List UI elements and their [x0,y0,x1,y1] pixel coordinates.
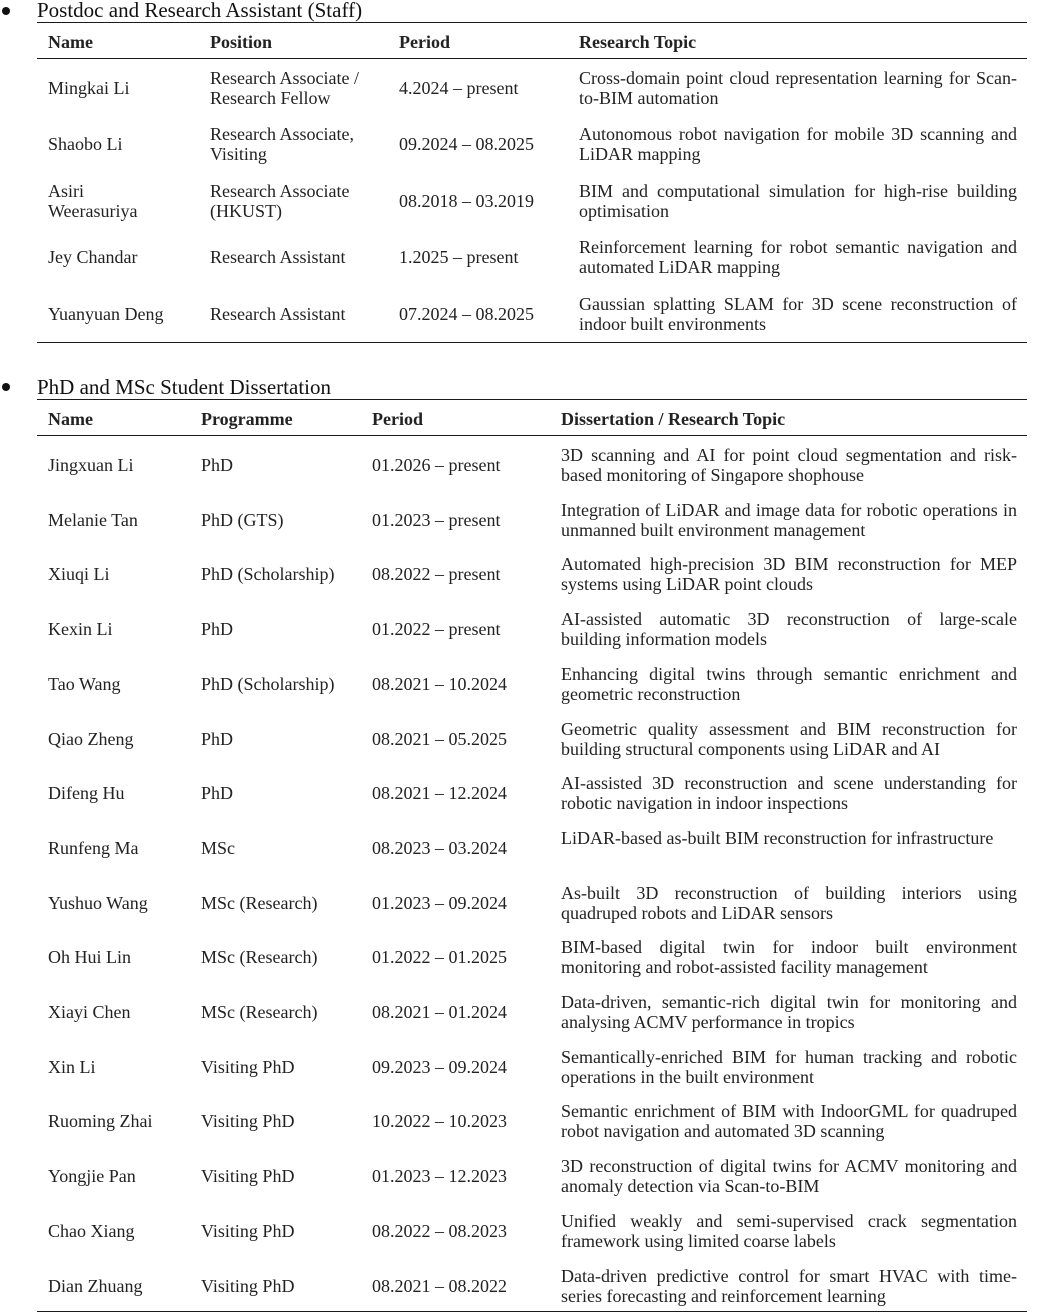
student-topic: Data-driven, semantic-rich digital twin for monitoring and analysing ACMV performance in tropics [561,992,1017,1032]
staff-position: Research Associate / Research Fellow [210,68,359,108]
student-topic: Automated high-precision 3D BIM reconstruction for MEP systems using LiDAR point clouds [561,554,1017,594]
section-title: PhD and MSc Student Dissertation [37,375,331,399]
student-name: Chao Xiang [48,1221,135,1241]
student-period: 08.2021 – 10.2024 [372,674,507,694]
staff-period: 4.2024 – present [399,78,519,98]
student-name: Yongjie Pan [48,1166,136,1186]
student-programme: PhD (Scholarship) [201,564,335,584]
student-topic: AI-assisted automatic 3D reconstruction of large-scale building information models [561,609,1017,649]
student-programme: PhD (Scholarship) [201,674,335,694]
staff-position: Research Associate (HKUST) [210,181,350,221]
staff-topic: Gaussian splatting SLAM for 3D scene reconstruction of indoor built environments [579,294,1017,334]
header-rule [37,58,1027,59]
staff-period: 09.2024 – 08.2025 [399,134,534,154]
staff-name: Yuanyuan Deng [48,304,164,324]
student-programme: PhD (GTS) [201,510,284,530]
student-programme: Visiting PhD [201,1166,295,1186]
staff-topic: Reinforcement learning for robot semantic navigation and automated LiDAR mapping [579,237,1017,277]
student-topic: As-built 3D reconstruction of building interiors using quadruped robots and LiDAR sensors [561,883,1017,923]
student-programme: Visiting PhD [201,1221,295,1241]
student-name: Oh Hui Lin [48,947,131,967]
student-period: 08.2021 – 12.2024 [372,783,507,803]
student-period: 08.2023 – 03.2024 [372,838,507,858]
student-name: Ruoming Zhai [48,1111,153,1131]
student-name: Tao Wang [48,674,121,694]
student-programme: Visiting PhD [201,1057,295,1077]
student-period: 08.2022 – 08.2023 [372,1221,507,1241]
student-programme: PhD [201,729,234,749]
student-period: 09.2023 – 09.2024 [372,1057,507,1077]
student-name: Dian Zhuang [48,1276,143,1296]
table-bottom-rule [37,342,1027,343]
student-period: 08.2022 – present [372,564,501,584]
header-period: Period [399,32,450,52]
student-name: Xiuqi Li [48,564,110,584]
staff-name: Asiri Weerasuriya [48,181,138,221]
student-programme: MSc (Research) [201,947,318,967]
student-name: Melanie Tan [48,510,138,530]
student-topic: Data-driven predictive control for smart HVAC with time-series forecasting and reinforcement learning [561,1266,1017,1306]
header-name: Name [48,409,93,429]
staff-name: Mingkai Li [48,78,130,98]
student-topic: Semantic enrichment of BIM with IndoorGML for quadruped robot navigation and automated 3D scanning [561,1101,1017,1141]
student-topic: Semantically-enriched BIM for human tracking and robotic operations in the built environment [561,1047,1017,1087]
student-period: 01.2022 – present [372,619,501,639]
student-name: Runfeng Ma [48,838,139,858]
student-programme: Visiting PhD [201,1276,295,1296]
staff-topic: BIM and computational simulation for high-rise building optimisation [579,181,1017,221]
staff-period: 08.2018 – 03.2019 [399,191,534,211]
header-dissertation-topic: Dissertation / Research Topic [561,409,786,429]
student-topic: Integration of LiDAR and image data for robotic operations in unmanned built environment management [561,500,1017,540]
student-topic: 3D reconstruction of digital twins for ACMV monitoring and anomaly detection via Scan-to-BIM [561,1156,1017,1196]
student-name: Kexin Li [48,619,113,639]
student-period: 01.2026 – present [372,455,501,475]
student-name: Xiayi Chen [48,1002,131,1022]
student-period: 01.2023 – present [372,510,501,530]
bullet-icon [2,7,10,15]
student-topic: BIM-based digital twin for indoor built environment monitoring and robot-assisted facility management [561,937,1017,977]
student-programme: MSc [201,838,236,858]
staff-position: Research Assistant [210,304,346,324]
staff-name: Shaobo Li [48,134,123,154]
staff-period: 1.2025 – present [399,247,519,267]
header-name: Name [48,32,93,52]
staff-topic: Autonomous robot navigation for mobile 3D scanning and LiDAR mapping [579,124,1017,164]
student-programme: PhD [201,455,234,475]
student-name: Jingxuan Li [48,455,134,475]
student-topic: Enhancing digital twins through semantic enrichment and geometric reconstruction [561,664,1017,704]
student-topic: AI-assisted 3D reconstruction and scene understanding for robotic navigation in indoor inspections [561,773,1017,813]
table-bottom-rule [37,1311,1027,1312]
student-period: 10.2022 – 10.2023 [372,1111,507,1131]
student-name: Difeng Hu [48,783,125,803]
student-programme: MSc (Research) [201,893,318,913]
student-programme: Visiting PhD [201,1111,295,1131]
student-name: Qiao Zheng [48,729,134,749]
header-research-topic: Research Topic [579,32,697,52]
student-programme: PhD [201,783,234,803]
staff-topic: Cross-domain point cloud representation learning for Scan-to-BIM automation [579,68,1017,108]
student-topic: Unified weakly and semi-supervised crack segmentation framework using limited coarse labels [561,1211,1017,1251]
header-position: Position [210,32,273,52]
staff-name: Jey Chandar [48,247,138,267]
students-section [0,375,1046,1316]
student-name: Yushuo Wang [48,893,148,913]
header-period: Period [372,409,423,429]
student-period: 08.2021 – 05.2025 [372,729,507,749]
staff-section [0,0,1046,350]
student-period: 08.2021 – 08.2022 [372,1276,507,1296]
student-programme: MSc (Research) [201,1002,318,1022]
staff-period: 07.2024 – 08.2025 [399,304,534,324]
bullet-icon [2,383,10,391]
student-programme: PhD [201,619,234,639]
table-top-rule [37,399,1027,400]
staff-position: Research Associate, Visiting [210,124,354,164]
table-top-rule [37,22,1027,23]
student-name: Xin Li [48,1057,96,1077]
student-topic: Geometric quality assessment and BIM reconstruction for building structural components using LiDAR and AI [561,719,1017,759]
student-topic: LiDAR-based as-built BIM reconstruction for infrastructure [561,828,994,848]
header-rule [37,435,1027,436]
section-title: Postdoc and Research Assistant (Staff) [37,0,363,22]
staff-position: Research Assistant [210,247,346,267]
student-period: 01.2023 – 12.2023 [372,1166,507,1186]
header-programme: Programme [201,409,293,429]
student-period: 01.2022 – 01.2025 [372,947,507,967]
student-period: 01.2023 – 09.2024 [372,893,507,913]
student-period: 08.2021 – 01.2024 [372,1002,507,1022]
student-topic: 3D scanning and AI for point cloud segmentation and risk-based monitoring of Singapore shophouse [561,445,1017,485]
